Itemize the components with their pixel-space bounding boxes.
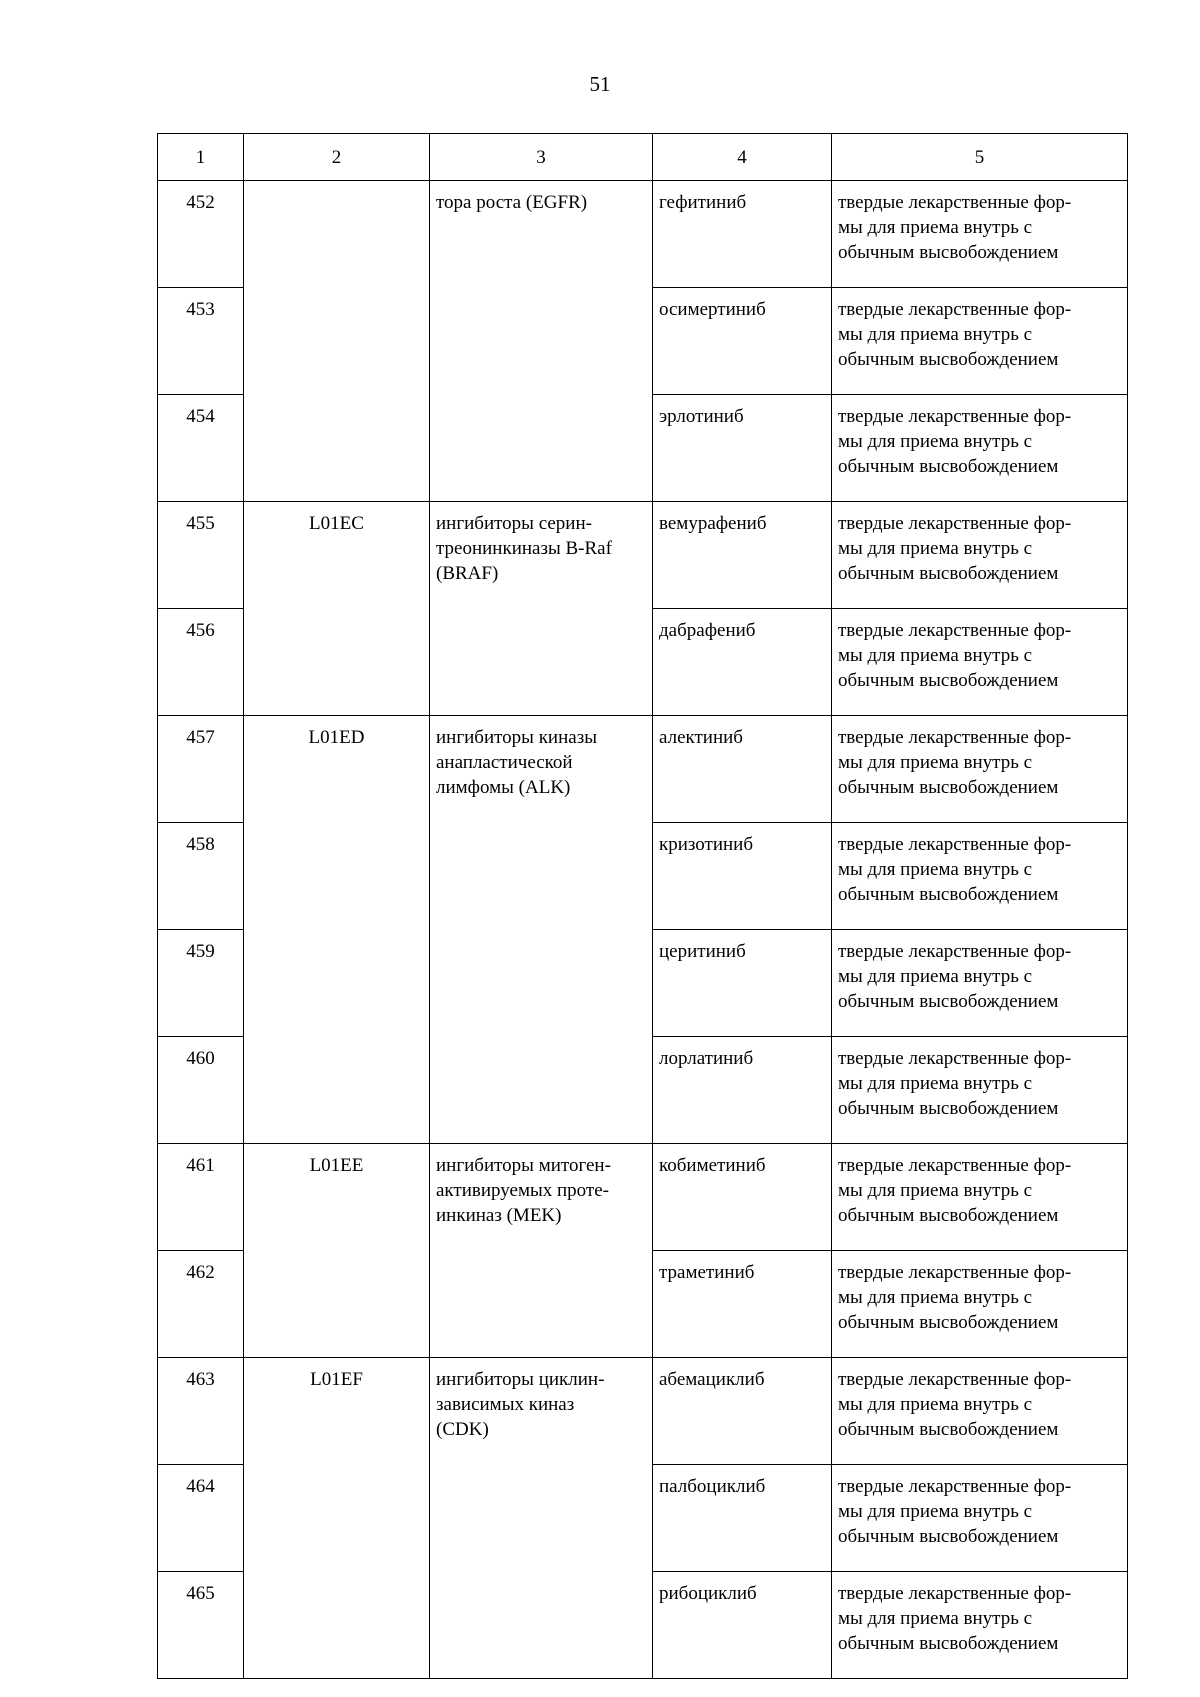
pharmacological-group: ингибиторы киназы анапластической лимфомы (ALK) [430, 716, 653, 1144]
row-number: 459 [158, 930, 244, 1037]
row-number: 465 [158, 1572, 244, 1679]
row-number: 460 [158, 1037, 244, 1144]
dosage-form: твердые лекарственные фор- мы для приема внутрь с обычным высвобождением [832, 1037, 1128, 1144]
row-number: 461 [158, 1144, 244, 1251]
drug-name: палбоциклиб [653, 1465, 832, 1572]
atc-code: L01ED [244, 716, 430, 1144]
drug-name: эрлотиниб [653, 395, 832, 502]
dosage-form: твердые лекарственные фор- мы для приема внутрь с обычным высвобождением [832, 288, 1128, 395]
drug-name: церитиниб [653, 930, 832, 1037]
column-header-3: 3 [430, 134, 653, 181]
column-header-1: 1 [158, 134, 244, 181]
dosage-form: твердые лекарственные фор- мы для приема внутрь с обычным высвобождением [832, 1465, 1128, 1572]
drug-name: лорлатиниб [653, 1037, 832, 1144]
table-row [158, 716, 1128, 823]
page-number: 51 [589, 72, 611, 96]
drug-name: дабрафениб [653, 609, 832, 716]
dosage-form: твердые лекарственные фор- мы для приема внутрь с обычным высвобождением [832, 930, 1128, 1037]
pharmacological-group: ингибиторы серин- треонинкиназы B-Raf (BRAF) [430, 502, 653, 716]
drug-name: траметиниб [653, 1251, 832, 1358]
dosage-form: твердые лекарственные фор- мы для приема внутрь с обычным высвобождением [832, 502, 1128, 609]
column-header-4: 4 [653, 134, 832, 181]
table-body [158, 181, 1128, 1679]
dosage-form: твердые лекарственные фор- мы для приема внутрь с обычным высвобождением [832, 1572, 1128, 1679]
atc-code: L01EF [244, 1358, 430, 1679]
atc-code: L01EC [244, 502, 430, 716]
pharmacological-group: тора роста (EGFR) [430, 181, 653, 502]
row-number: 458 [158, 823, 244, 930]
row-number: 452 [158, 181, 244, 288]
table-row [158, 502, 1128, 609]
pharmacological-group: ингибиторы циклин- зависимых киназ (CDK) [430, 1358, 653, 1679]
dosage-form: твердые лекарственные фор- мы для приема внутрь с обычным высвобождением [832, 181, 1128, 288]
row-number: 455 [158, 502, 244, 609]
drug-name: абемациклиб [653, 1358, 832, 1465]
drug-name: алектиниб [653, 716, 832, 823]
atc-code [244, 181, 430, 502]
dosage-form: твердые лекарственные фор- мы для приема внутрь с обычным высвобождением [832, 395, 1128, 502]
drug-name: гефитиниб [653, 181, 832, 288]
table-row [158, 1144, 1128, 1251]
table-row [158, 1358, 1128, 1465]
dosage-form: твердые лекарственные фор- мы для приема внутрь с обычным высвобождением [832, 1144, 1128, 1251]
header-row [158, 134, 1128, 181]
drug-table [157, 133, 1128, 1679]
dosage-form: твердые лекарственные фор- мы для приема внутрь с обычным высвобождением [832, 1358, 1128, 1465]
drug-name: осимертиниб [653, 288, 832, 395]
column-header-5: 5 [832, 134, 1128, 181]
pharmacological-group: ингибиторы митоген- активируемых проте- инкиназ (MEK) [430, 1144, 653, 1358]
row-number: 457 [158, 716, 244, 823]
row-number: 464 [158, 1465, 244, 1572]
drug-name: кризотиниб [653, 823, 832, 930]
row-number: 462 [158, 1251, 244, 1358]
column-header-2: 2 [244, 134, 430, 181]
dosage-form: твердые лекарственные фор- мы для приема внутрь с обычным высвобождением [832, 1251, 1128, 1358]
row-number: 463 [158, 1358, 244, 1465]
dosage-form: твердые лекарственные фор- мы для приема внутрь с обычным высвобождением [832, 609, 1128, 716]
table-row [158, 181, 1128, 288]
drug-name: кобиметиниб [653, 1144, 832, 1251]
row-number: 454 [158, 395, 244, 502]
drug-name: вемурафениб [653, 502, 832, 609]
row-number: 456 [158, 609, 244, 716]
dosage-form: твердые лекарственные фор- мы для приема внутрь с обычным высвобождением [832, 716, 1128, 823]
table-header [158, 134, 1128, 181]
atc-code: L01EE [244, 1144, 430, 1358]
drug-name: рибоциклиб [653, 1572, 832, 1679]
row-number: 453 [158, 288, 244, 395]
dosage-form: твердые лекарственные фор- мы для приема внутрь с обычным высвобождением [832, 823, 1128, 930]
